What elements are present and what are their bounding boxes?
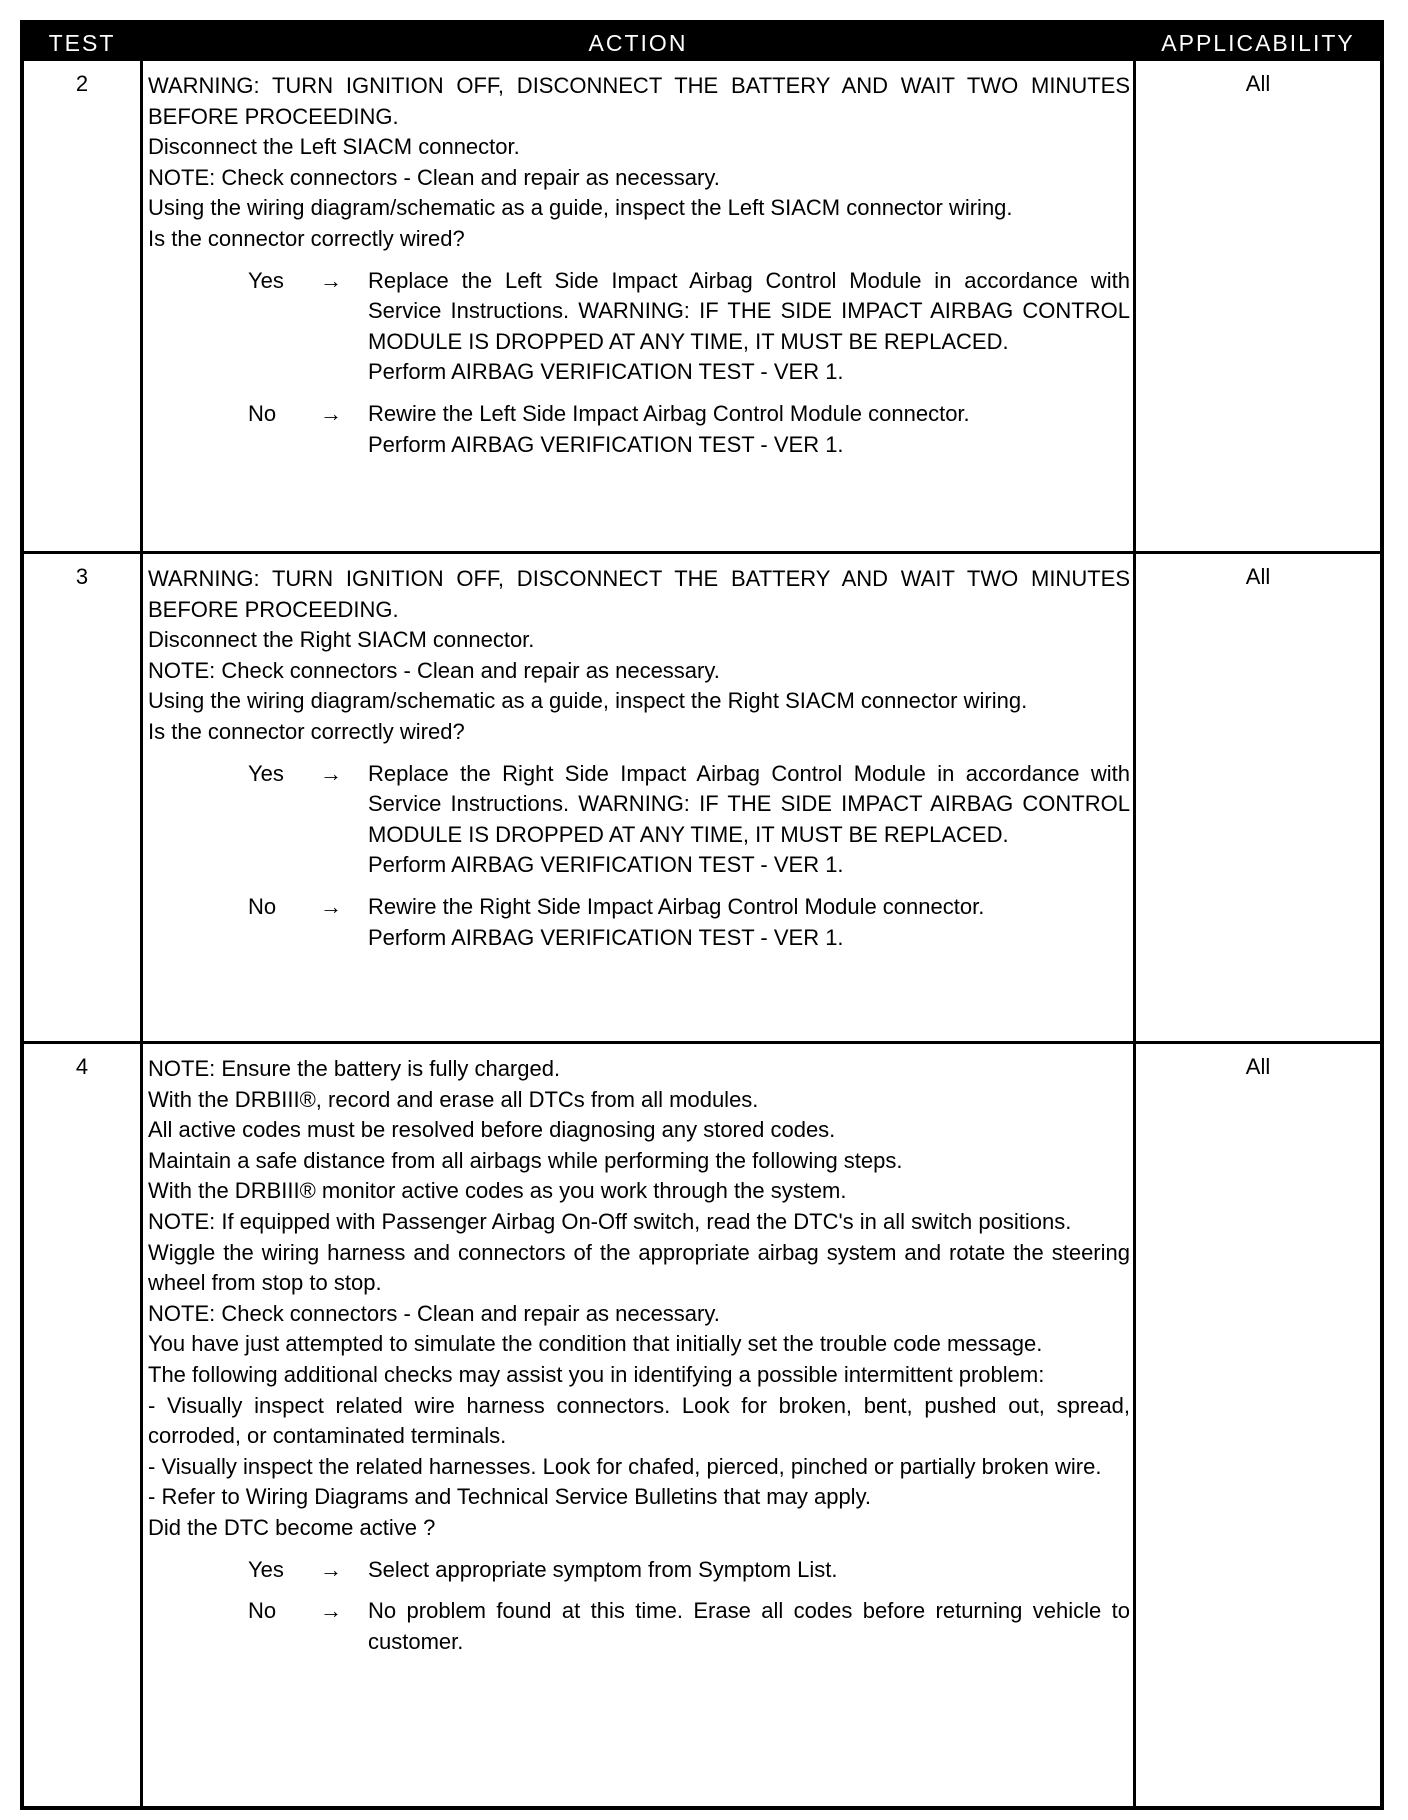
yes-answer: [148, 759, 1130, 881]
action-line: Maintain a safe distance from all airbags while performing the following steps.: [148, 1147, 903, 1173]
action-line: - Visually inspect related wire harness connectors. Look for broken, bent, pushed out, spread, corroded, or contaminated terminals.: [148, 1392, 1130, 1449]
answer-line: Replace the Left Side Impact Airbag Control Module in accordance with Service Instructions. WARNING: IF THE SIDE IMPACT AIRBAG CONTROL MODULE IS DROPPED AT ANY TIME, IT MUST BE REPLACED.: [368, 267, 1130, 354]
arrow-right-icon: →: [320, 1598, 342, 1624]
column-divider: [140, 61, 143, 1806]
yes-answer: [148, 266, 1130, 388]
header-applicability: APPLICABILITY: [1161, 30, 1355, 56]
test-number: 3: [75, 564, 89, 589]
no-action-text: [368, 399, 1130, 460]
arrow-right-icon: →: [320, 1556, 342, 1582]
action-line: Using the wiring diagram/schematic as a guide, inspect the Right SIACM connector wiring.: [148, 688, 1028, 714]
row-divider: [24, 1041, 1380, 1044]
test-number: 4: [75, 1054, 89, 1079]
no-label: No: [248, 893, 277, 919]
action-line: Using the wiring diagram/schematic as a guide, inspect the Left SIACM connector wiring.: [148, 195, 1013, 221]
action-text: [148, 71, 1130, 460]
answer-line: Rewire the Left Side Impact Airbag Control Module connector.: [368, 400, 970, 426]
action-line: WARNING: TURN IGNITION OFF, DISCONNECT THE BATTERY AND WAIT TWO MINUTES BEFORE PROCEEDING.: [148, 566, 1130, 622]
no-label: No: [248, 400, 277, 426]
action-line: NOTE: Check connectors - Clean and repair as necessary.: [148, 1300, 720, 1326]
action-line: Did the DTC become active ?: [148, 1514, 436, 1540]
action-line: Disconnect the Left SIACM connector.: [148, 134, 520, 160]
answer-line: Rewire the Right Side Impact Airbag Control Module connector.: [368, 893, 985, 919]
action-text: [148, 1054, 1130, 1657]
header-test: TEST: [48, 30, 116, 56]
arrow-right-icon: →: [320, 760, 342, 786]
action-line: Is the connector correctly wired?: [148, 225, 465, 251]
no-label: No: [248, 1598, 277, 1624]
action-line: Wiggle the wiring harness and connectors of the appropriate airbag system and rotate the steering wheel from stop to stop.: [148, 1239, 1130, 1296]
answer-line: Perform AIRBAG VERIFICATION TEST - VER 1.: [368, 924, 844, 950]
applicability-value: All: [1245, 564, 1271, 589]
action-line: With the DRBIII®, record and erase all DTCs from all modules.: [148, 1086, 759, 1112]
yes-action-text: [368, 266, 1130, 388]
answer-line: Perform AIRBAG VERIFICATION TEST - VER 1.: [368, 431, 844, 457]
action-line: - Refer to Wiring Diagrams and Technical Service Bulletins that may apply.: [148, 1484, 872, 1510]
action-line: NOTE: Ensure the battery is fully charged.: [148, 1056, 561, 1081]
yes-label: Yes: [248, 1556, 284, 1582]
test-number: 2: [75, 71, 89, 96]
answer-line: No problem found at this time. Erase all codes before returning vehicle to customer.: [368, 1598, 1130, 1654]
diagnostic-table: [20, 20, 1384, 1810]
column-divider: [1133, 61, 1136, 1806]
action-line: NOTE: Check connectors - Clean and repair as necessary.: [148, 164, 720, 190]
answer-line: Perform AIRBAG VERIFICATION TEST - VER 1.: [368, 852, 844, 878]
no-answer: [148, 1596, 1130, 1657]
action-line: With the DRBIII® monitor active codes as you work through the system.: [148, 1178, 847, 1204]
row-divider: [24, 551, 1380, 554]
yes-action-text: [368, 1555, 1130, 1586]
action-line: NOTE: Check connectors - Clean and repair as necessary.: [148, 657, 720, 683]
action-line: You have just attempted to simulate the condition that initially set the trouble code message.: [148, 1331, 1043, 1357]
header-action: ACTION: [588, 30, 688, 56]
no-action-text: [368, 892, 1130, 953]
arrow-right-icon: →: [320, 267, 342, 293]
action-line: WARNING: TURN IGNITION OFF, DISCONNECT THE BATTERY AND WAIT TWO MINUTES BEFORE PROCEEDING.: [148, 73, 1130, 129]
table-header: [24, 24, 1380, 61]
no-action-text: [368, 1596, 1130, 1657]
action-text: [148, 564, 1130, 953]
action-line: NOTE: If equipped with Passenger Airbag On-Off switch, read the DTC's in all switch positions.: [148, 1208, 1072, 1234]
action-line: All active codes must be resolved before diagnosing any stored codes.: [148, 1117, 836, 1143]
action-line: The following additional checks may assist you in identifying a possible intermittent problem:: [148, 1361, 1045, 1387]
arrow-right-icon: →: [320, 893, 342, 919]
applicability-value: All: [1245, 1054, 1271, 1079]
yes-label: Yes: [248, 760, 284, 786]
answer-line: Select appropriate symptom from Symptom List.: [368, 1556, 838, 1582]
answer-line: Replace the Right Side Impact Airbag Control Module in accordance with Service Instructions. WARNING: IF THE SIDE IMPACT AIRBAG CONTROL MODULE IS DROPPED AT ANY TIME, IT MUST BE REPLACED.: [368, 760, 1130, 847]
yes-label: Yes: [248, 267, 284, 293]
no-answer: [148, 892, 1130, 953]
action-line: Is the connector correctly wired?: [148, 718, 465, 744]
yes-answer: [148, 1555, 1130, 1586]
yes-action-text: [368, 759, 1130, 881]
action-line: - Visually inspect the related harnesses. Look for chafed, pierced, pinched or partially broken wire.: [148, 1453, 1102, 1479]
arrow-right-icon: →: [320, 400, 342, 426]
applicability-value: All: [1245, 71, 1271, 96]
action-line: Disconnect the Right SIACM connector.: [148, 627, 535, 653]
answer-line: Perform AIRBAG VERIFICATION TEST - VER 1.: [368, 359, 844, 385]
no-answer: [148, 399, 1130, 460]
